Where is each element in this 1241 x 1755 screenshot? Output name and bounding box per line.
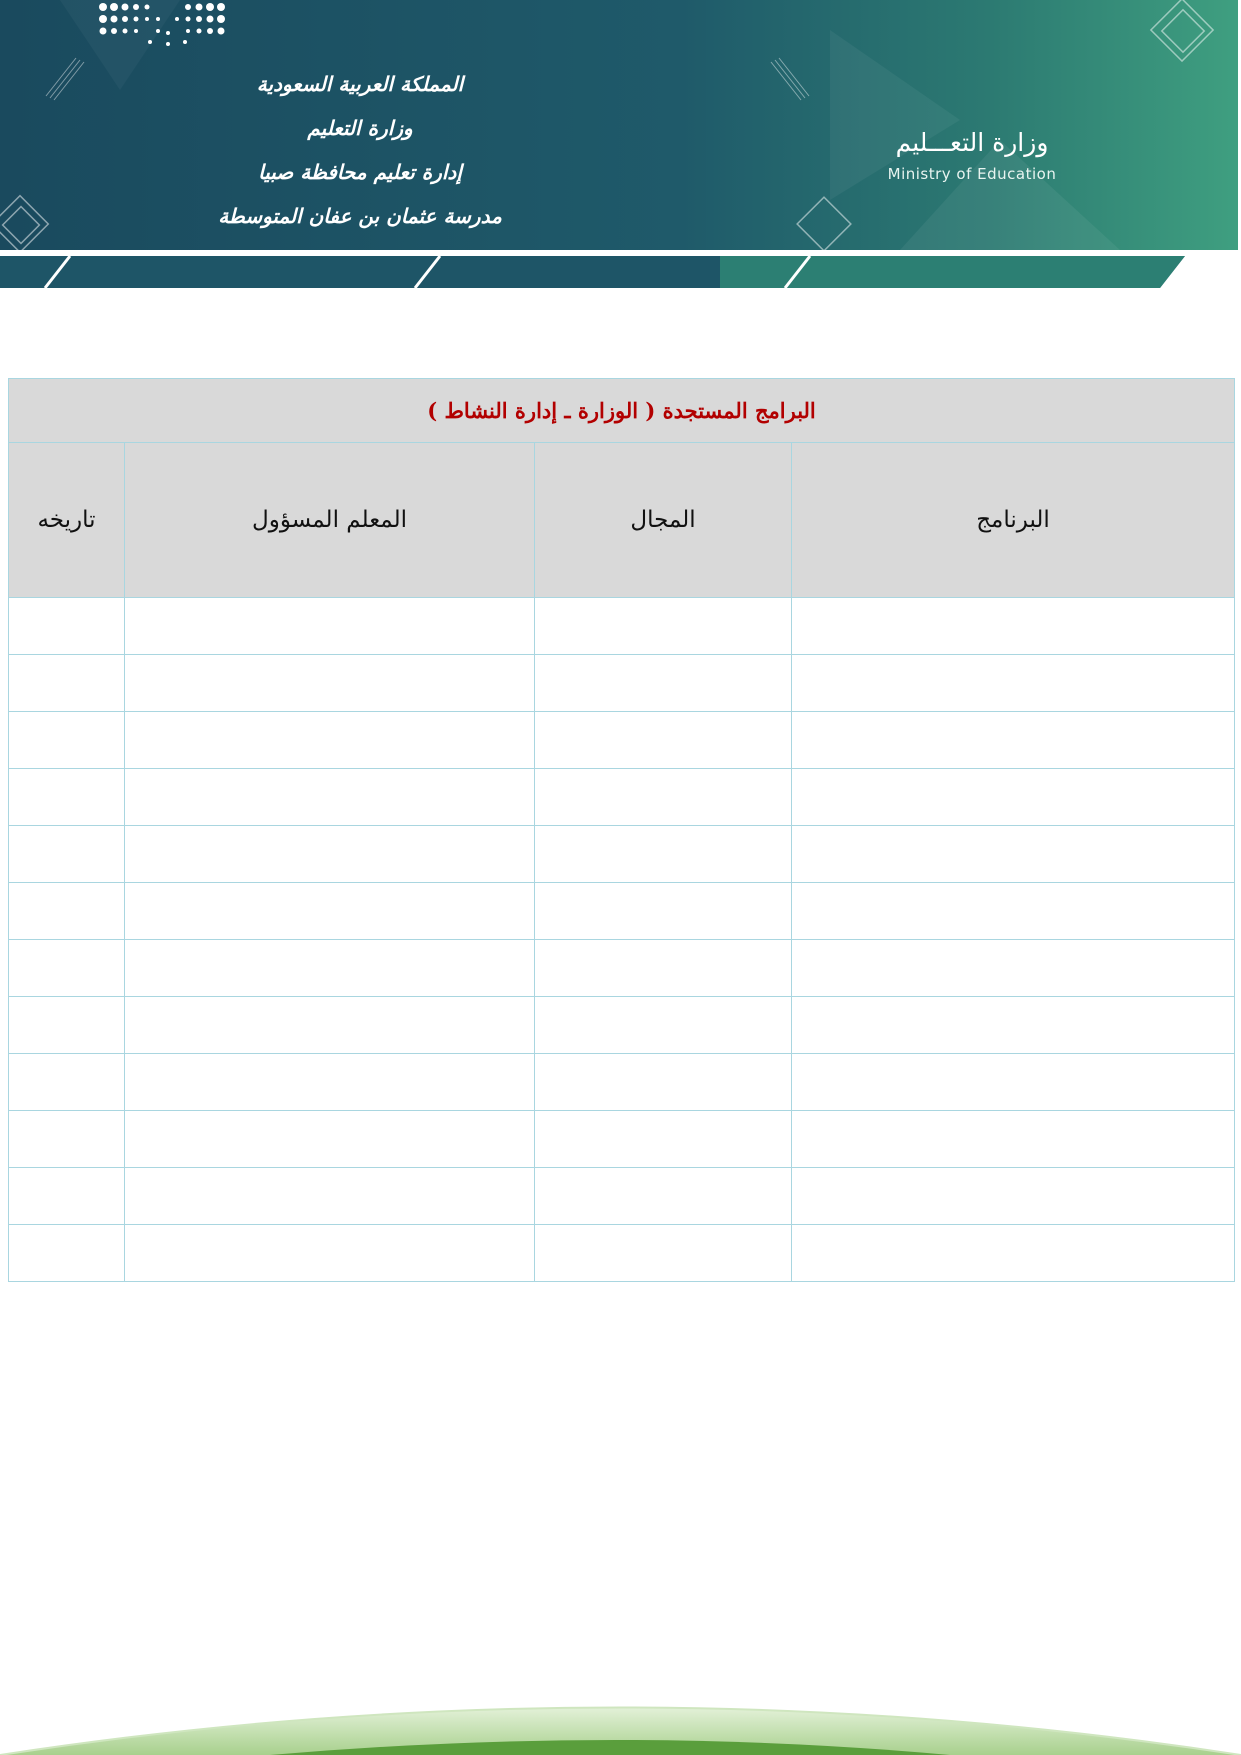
header-banner — [0, 0, 1241, 290]
table-row — [9, 655, 1235, 712]
table-cell-date[interactable] — [9, 1168, 125, 1225]
table-cell-domain[interactable] — [535, 655, 792, 712]
ministry-name: وزارة التعليم — [307, 116, 413, 140]
table-cell-program[interactable] — [792, 712, 1235, 769]
table-title-row — [9, 379, 1235, 443]
table-cell-program[interactable] — [792, 655, 1235, 712]
table-cell-domain[interactable] — [535, 826, 792, 883]
table-cell-program[interactable] — [792, 940, 1235, 997]
table-cell-responsible-teacher[interactable] — [125, 1168, 535, 1225]
column-header-program: البرنامج — [792, 443, 1235, 598]
table-cell-domain[interactable] — [535, 997, 792, 1054]
ministry-english-logo-text: Ministry of Education — [887, 165, 1057, 183]
table-row — [9, 1225, 1235, 1282]
table-cell-date[interactable] — [9, 769, 125, 826]
table-cell-date[interactable] — [9, 940, 125, 997]
table-cell-program[interactable] — [792, 1111, 1235, 1168]
table-cell-domain[interactable] — [535, 769, 792, 826]
school-name: مدرسة عثمان بن عفان المتوسطة — [218, 204, 502, 228]
table-cell-program[interactable] — [792, 1054, 1235, 1111]
table-cell-date[interactable] — [9, 655, 125, 712]
footer-green-arc — [0, 1680, 1241, 1755]
table-cell-responsible-teacher[interactable] — [125, 769, 535, 826]
table-cell-date[interactable] — [9, 997, 125, 1054]
ministry-of-education-dot-logo-icon — [0, 0, 300, 130]
table-row — [9, 997, 1235, 1054]
table-cell-date[interactable] — [9, 826, 125, 883]
table-cell-responsible-teacher[interactable] — [125, 712, 535, 769]
programs-table — [8, 378, 1235, 1282]
table-cell-domain[interactable] — [535, 883, 792, 940]
column-header-responsible-teacher: المعلم المسؤول — [125, 443, 535, 598]
table-cell-program[interactable] — [792, 883, 1235, 940]
table-cell-responsible-teacher[interactable] — [125, 1054, 535, 1111]
table-cell-program[interactable] — [792, 1225, 1235, 1282]
table-cell-responsible-teacher[interactable] — [125, 883, 535, 940]
table-header-row — [9, 443, 1235, 598]
table-cell-responsible-teacher[interactable] — [125, 598, 535, 655]
programs-table-container — [8, 378, 1234, 1282]
directorate-name: إدارة تعليم محافظة صبيا — [258, 160, 462, 184]
table-cell-program[interactable] — [792, 826, 1235, 883]
table-cell-domain[interactable] — [535, 598, 792, 655]
table-body — [9, 598, 1235, 1282]
column-header-date: تاريخه — [9, 443, 125, 598]
table-row — [9, 1168, 1235, 1225]
table-cell-date[interactable] — [9, 1111, 125, 1168]
table-cell-domain[interactable] — [535, 940, 792, 997]
table-cell-program[interactable] — [792, 997, 1235, 1054]
table-title: البرامج المستجدة ( الوزارة ـ إدارة النشاط ) — [9, 379, 1235, 443]
table-cell-domain[interactable] — [535, 712, 792, 769]
table-row — [9, 826, 1235, 883]
table-row — [9, 712, 1235, 769]
table-row — [9, 940, 1235, 997]
table-cell-date[interactable] — [9, 712, 125, 769]
column-header-domain: المجال — [535, 443, 792, 598]
table-cell-domain[interactable] — [535, 1168, 792, 1225]
table-cell-date[interactable] — [9, 598, 125, 655]
table-cell-date[interactable] — [9, 883, 125, 940]
table-cell-program[interactable] — [792, 598, 1235, 655]
table-cell-responsible-teacher[interactable] — [125, 826, 535, 883]
table-cell-responsible-teacher[interactable] — [125, 1225, 535, 1282]
table-cell-program[interactable] — [792, 1168, 1235, 1225]
table-cell-domain[interactable] — [535, 1054, 792, 1111]
table-cell-program[interactable] — [792, 769, 1235, 826]
table-cell-responsible-teacher[interactable] — [125, 940, 535, 997]
table-cell-date[interactable] — [9, 1225, 125, 1282]
table-row — [9, 598, 1235, 655]
table-row — [9, 769, 1235, 826]
table-row — [9, 883, 1235, 940]
table-cell-responsible-teacher[interactable] — [125, 655, 535, 712]
country-name: المملكة العربية السعودية — [256, 72, 464, 96]
table-cell-domain[interactable] — [535, 1225, 792, 1282]
table-cell-domain[interactable] — [535, 1111, 792, 1168]
table-cell-responsible-teacher[interactable] — [125, 1111, 535, 1168]
table-cell-date[interactable] — [9, 1054, 125, 1111]
table-cell-responsible-teacher[interactable] — [125, 997, 535, 1054]
ministry-arabic-logo-text: وزارة التعـــليم — [895, 128, 1049, 157]
table-row — [9, 1054, 1235, 1111]
table-row — [9, 1111, 1235, 1168]
